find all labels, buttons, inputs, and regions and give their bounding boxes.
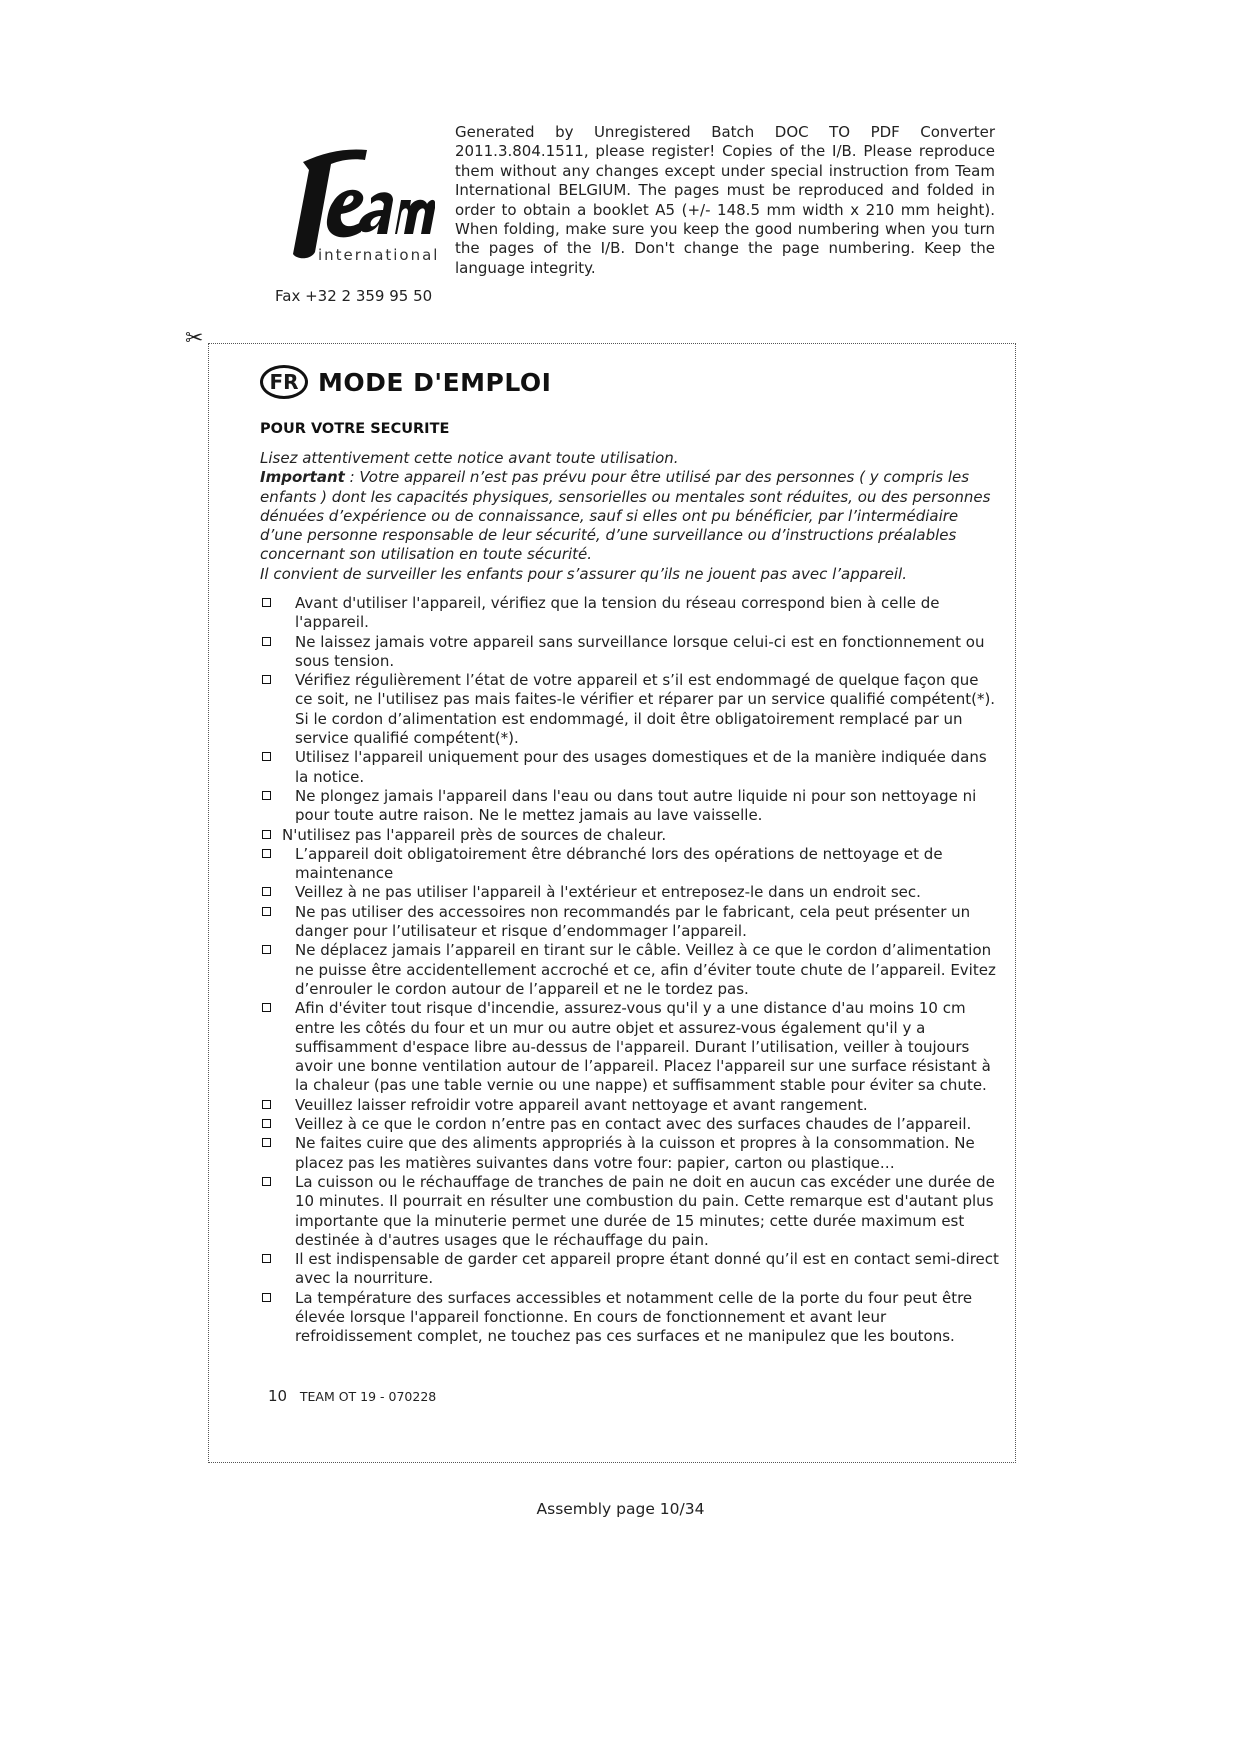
page-number: 10 <box>268 1387 288 1405</box>
important-text: : Votre appareil n’est pas prévu pour être utilisé par des personnes ( y compris les enfants ) dont les capacités physiques, sensorielles ou mentales sont réduites, ou des personnes dénuées d’expérience ou de connaissance, sauf si elles ont pu bénéficier, par l’intermédiaire d’une personne responsable de leur sécurité, d’une surveillance ou d’instructions préalables concernant son utilisation en toute sécurité. <box>260 468 991 564</box>
fax-number: Fax +32 2 359 95 50 <box>275 287 433 305</box>
checkbox-bullet-icon <box>262 675 271 684</box>
important-label: Important <box>260 468 345 487</box>
checkbox-bullet-icon <box>262 1177 271 1186</box>
intro-line-3: Il convient de surveiller les enfants pour s’assurer qu’ils ne jouent pas avec l’appareil. <box>260 564 907 583</box>
list-item: Avant d'utiliser l'appareil, vérifiez que la tension du réseau correspond bien à celle de l'appareil. <box>260 594 1000 633</box>
checkbox-bullet-icon <box>262 637 271 646</box>
checkbox-bullet-icon <box>262 598 271 607</box>
checkbox-bullet-icon <box>262 849 271 858</box>
checkbox-bullet-icon <box>262 752 271 761</box>
list-item: Ne faites cuire que des aliments appropriés à la cuisson et propres à la consommation. Ne placez pas les matières suivantes dans votre four: papier, carton ou plastique… <box>260 1134 1000 1173</box>
list-item: Il est indispensable de garder cet appareil propre étant donné qu’il est en contact semi-direct avec la nourriture. <box>260 1250 1000 1289</box>
list-item: L’appareil doit obligatoirement être débranché lors des opérations de nettoyage et de maintenance <box>260 845 1000 884</box>
list-item: Ne plongez jamais l'appareil dans l'eau ou dans tout autre liquide ni pour son nettoyage ni pour toute autre raison. Ne le mettez jamais au lave vaisselle. <box>260 787 1000 826</box>
section-title: POUR VOTRE SECURITE <box>260 421 450 437</box>
model-code: TEAM OT 19 - 070228 <box>299 1389 437 1404</box>
list-item: La température des surfaces accessibles et notamment celle de la porte du four peut être élevée lorsque l'appareil fonctionne. En cours de fonctionnement et avant leur refroidissement complet, ne touchez pas ces surfaces et ne manipulez que les boutons. <box>260 1289 1000 1347</box>
list-item: Ne déplacez jamais l’appareil en tirant sur le câble. Veillez à ce que le cordon d’alimentation ne puisse être accidentellement accroché et ce, afin d’éviter toute chute de l’appareil. Evitez d’enrouler le cordon autour de l’appareil et ne le tordez pas. <box>260 941 1000 999</box>
checkbox-bullet-icon <box>262 1254 271 1263</box>
language-badge: FR <box>260 365 308 399</box>
converter-note: Generated by Unregistered Batch DOC TO PDF Converter 2011.3.804.1511, please register! Copies of the I/B. Please reproduce them without any changes except under special instruction from Team International BELGIUM. The pages must be reproduced and folded in order to obtain a booklet A5 (+/- 148.5 mm width x 210 mm height). When folding, make sure you keep the good numbering when you turn the pages of the I/B. Don't change the page numbering. Keep the language integrity. <box>455 123 995 277</box>
list-item: Ne pas utiliser des accessoires non recommandés par le fabricant, cela peut présenter un danger pour l’utilisateur et risque d’endommager l’appareil. <box>260 903 1000 942</box>
list-item: Afin d'éviter tout risque d'incendie, assurez-vous qu'il y a une distance d'au moins 10 cm entre les côtés du four et un mur ou autre objet et assurez-vous également qu'il y a suffisamment d'espace libre au-dessus de l'appareil. Durant l’utilisation, veiller à toujours avoir une bonne ventilation autour de l’appareil. Placez l'appareil sur une surface résistant à la chaleur (pas une table vernie ou une nappe) et suffisamment stable pour éviter sa chute. <box>260 999 1000 1095</box>
checkbox-bullet-icon <box>262 1119 271 1128</box>
checkbox-bullet-icon <box>262 945 271 954</box>
checkbox-bullet-icon <box>262 1138 271 1147</box>
list-item: Veillez à ce que le cordon n’entre pas en contact avec des surfaces chaudes de l’appareil. <box>260 1115 1000 1134</box>
assembly-page-label: Assembly page 10/34 <box>536 1500 705 1518</box>
safety-list <box>260 594 1000 1347</box>
checkbox-bullet-icon <box>262 1100 271 1109</box>
list-item: La cuisson ou le réchauffage de tranches de pain ne doit en aucun cas excéder une durée de 10 minutes. Il pourrait en résulter une combustion du pain. Cette remarque est d'autant plus importante que la minuterie permet une durée de 15 minutes; cette durée maximum est destinée à d'autres usages que le réchauffage du pain. <box>260 1173 1000 1250</box>
intro-line-1: Lisez attentivement cette notice avant toute utilisation. <box>260 449 679 467</box>
checkbox-bullet-icon <box>262 1003 271 1012</box>
checkbox-bullet-icon <box>262 887 271 896</box>
checkbox-bullet-icon <box>262 791 271 800</box>
checkbox-bullet-icon <box>262 830 271 839</box>
list-item: Utilisez l'appareil uniquement pour des usages domestiques et de la manière indiquée dans la notice. <box>260 748 1000 787</box>
list-item: Ne laissez jamais votre appareil sans surveillance lorsque celui-ci est en fonctionnement ou sous tension. <box>260 633 1000 672</box>
page-title: MODE D'EMPLOI <box>318 367 552 397</box>
intro-line-2 <box>260 468 1000 564</box>
list-item: N'utilisez pas l'appareil près de sources de chaleur. <box>260 826 1000 845</box>
title-row <box>260 364 551 400</box>
scissors-icon: ✂ <box>185 326 204 351</box>
intro-text <box>260 449 1000 584</box>
page-footer <box>268 1387 436 1405</box>
logo-subtitle: international <box>318 246 440 264</box>
checkbox-bullet-icon <box>262 1293 271 1302</box>
list-item: Veillez à ne pas utiliser l'appareil à l'extérieur et entreposez-le dans un endroit sec. <box>260 883 1000 902</box>
checkbox-bullet-icon <box>262 907 271 916</box>
list-item: Veuillez laisser refroidir votre appareil avant nettoyage et avant rangement. <box>260 1096 1000 1115</box>
list-item: Vérifiez régulièrement l’état de votre appareil et s’il est endommagé de quelque façon que ce soit, ne l'utilisez pas mais faites-le vérifier et réparer par un service qualifié compétent(*). Si le cordon d’alimentation est endommagé, il doit être obligatoirement remplacé par un service qualifié compétent(*). <box>260 671 1000 748</box>
